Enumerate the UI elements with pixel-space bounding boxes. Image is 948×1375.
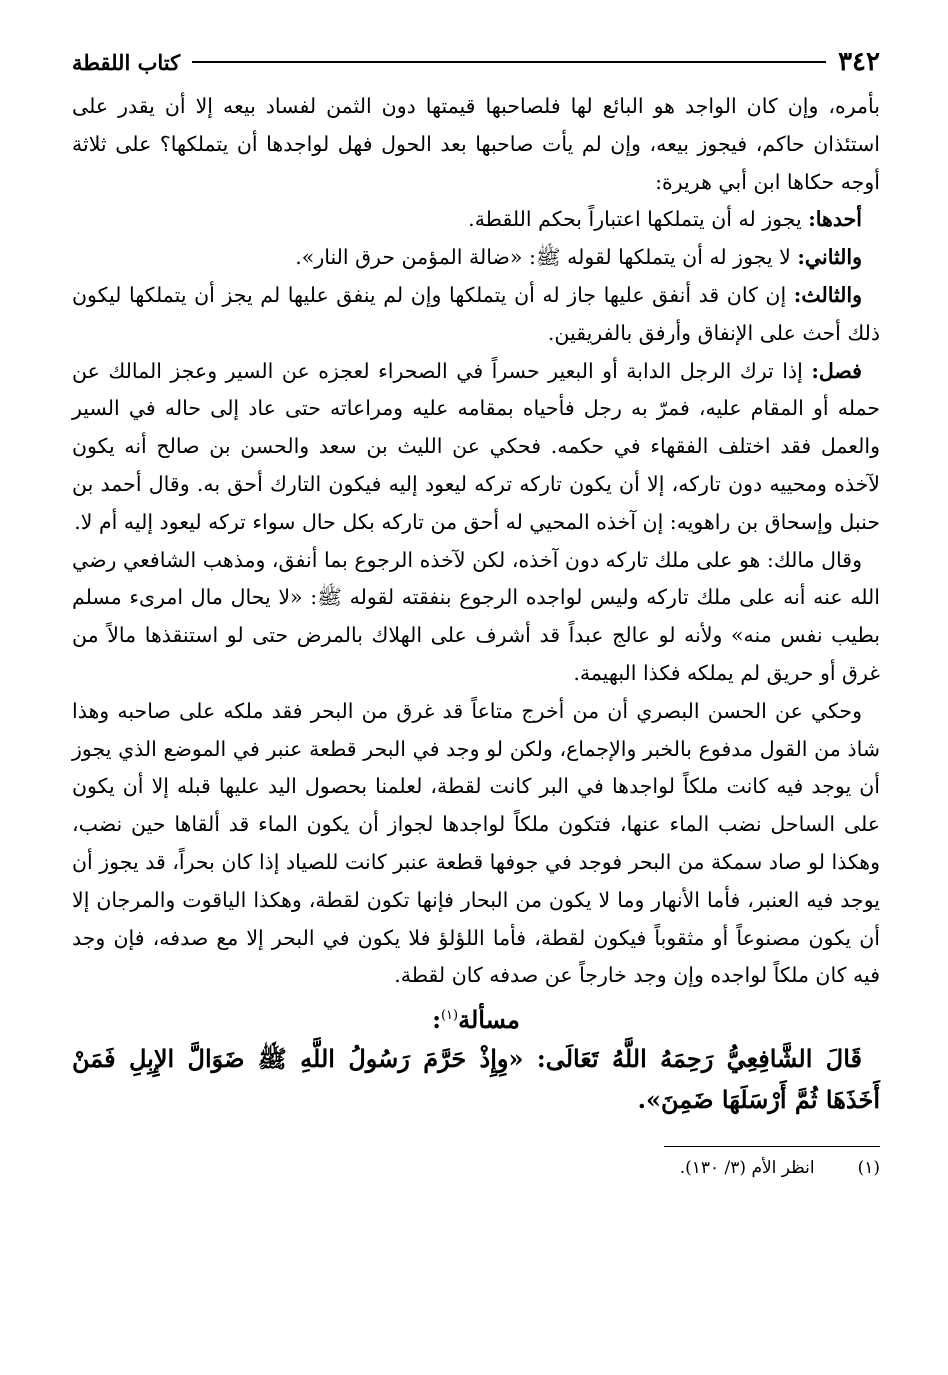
- book-title: كتاب اللقطة: [72, 49, 181, 75]
- first-view-text: يجوز له أن يتملكها اعتباراً بحكم اللقطة.: [468, 207, 802, 232]
- paragraph-second-view: [72, 239, 880, 277]
- section-text: إذا ترك الرجل الدابة أو البعير حسراً في الصحراء لعجزه عن السير وعجز المالك عن حمله أو المقام عليه، فمرّ به رجل فأحياه بمقامه عليه ومراعاته حتى عاد إلى حاله في السير والعمل فقد اختلف الفقهاء في حكمه. فحكي عن الليث بن سعد والحسن بن صالح أنه يكون لآخذه ومحييه دون تاركه، إلا أن يكون تاركه تركه ليعود إليه فيكون التارك أحق به. وقال أحمد بن حنبل وإسحاق بن راهويه: إن آخذه المحيي له أحق من تاركه بكل حال سواء تركه ليعود إليه أم لا.: [72, 358, 880, 534]
- paragraph-third-view: [72, 277, 880, 353]
- paragraph-section: [72, 353, 880, 542]
- paragraph-hasan: وحكي عن الحسن البصري أن من أخرج متاعاً قد غرق من البحر فقد ملكه على صاحبه وهذا شاذ من القول مدفوع بالخبر والإجماع، ولكن لو وجد في البحر قطعة عنبر في الموضع الذي يجوز أن يوجد فيه كانت ملكاً لواجدها في البر كانت لقطة، لعلمنا بحصول اليد عليها قبله إلا أن يكون على الساحل نضب الماء عنها، فتكون ملكاً لواجدها لجواز أن يكون الماء قد ألقاها حين نضب، وهكذا لو صاد سمكة من البحر فوجد في جوفها قطعة عنبر كانت للصياد إذا كان بحراً، قد يجوز أن يوجد فيه العنبر، فأما الأنهار وما لا يكون من البحار فإنها تكون لقطة، وهكذا الياقوت والمرجان إلا أن يكون مصنوعاً أو مثقوباً فيكون لقطة، فأما اللؤلؤ فلا يكون في البحر إلا مع صدفه، فإن وجد فيه كان ملكاً لواجده وإن وجد خارجاً عن صدفه كان لقطة.: [72, 698, 880, 988]
- third-view-lead: والثالث:: [793, 282, 862, 307]
- footnote-ref: (١): [440, 1008, 459, 1024]
- footnote: [72, 1155, 880, 1181]
- second-view-text: لا يجوز له أن يتملكها لقوله ﷺ: «ضالة المؤمن حرق النار».: [295, 245, 791, 270]
- third-view-text: إن كان قد أنفق عليها جاز له أن يتملكها وإن لم ينفق عليها لم يجز أن يتملكها ليكون ذلك أحث على الإنفاق وأرفق بالفريقين.: [72, 282, 880, 345]
- header-rule: [192, 61, 826, 63]
- page-number: ٣٤٢: [838, 47, 880, 77]
- second-view-lead: والثاني:: [797, 245, 862, 270]
- issue-heading-colon: :: [432, 1005, 441, 1035]
- footnote-text: انظر الأم (٣/ ١٣٠).: [679, 1158, 815, 1179]
- page-header: [72, 40, 880, 84]
- section-lead: فصل:: [811, 358, 862, 383]
- paragraph-malik: وقال مالك: هو على ملك تاركه دون آخذه، لكن لآخذه الرجوع بما أنفق، ومذهب الشافعي رضي الله عنه أنه على ملك تاركه وليس لواجده الرجوع بنفقته لقوله ﷺ: «لا يحال مال امرىء مسلم بطيب نفس منه» ولأنه لو عالج عبداً قد أشرف على الهلاك بالمرض حتى لو استنقذها مالاً من غرق أو حريق لم يملكه فكذا البهيمة.: [72, 547, 880, 685]
- first-view-lead: أحدها:: [808, 207, 862, 232]
- footnote-number: (١): [857, 1158, 880, 1179]
- shafii-quote: قَالَ الشَّافِعِيُّ رَحِمَهُ اللَّهُ تَعَالَى: «وِإِذْ حَرَّمَ رَسُولُ اللَّهِ ﷺ ضَوَالَّ الإِبِلِ فَمَنْ أَخَذَهَا ثُمَّ أَرْسَلَهَا ضَمِنَ».: [72, 1044, 880, 1115]
- footnote-rule: [664, 1146, 880, 1147]
- book-page: [72, 40, 880, 1181]
- issue-heading: [72, 1005, 880, 1034]
- paragraph-first-view: [72, 201, 880, 239]
- issue-heading-text: مسألة: [458, 1005, 520, 1035]
- paragraph-intro: بأمره، وإن كان الواجد هو البائع لها فلصاحبها قيمتها دون الثمن لفساد بيعه إلا أن يقدر على استئذان حاكم، فيجوز بيعه، وإن لم يأت صاحبها بعد الحول فهل لواجدها أن يتملكها؟ على ثلاثة أوجه حكاها ابن أبي هريرة:: [72, 94, 880, 194]
